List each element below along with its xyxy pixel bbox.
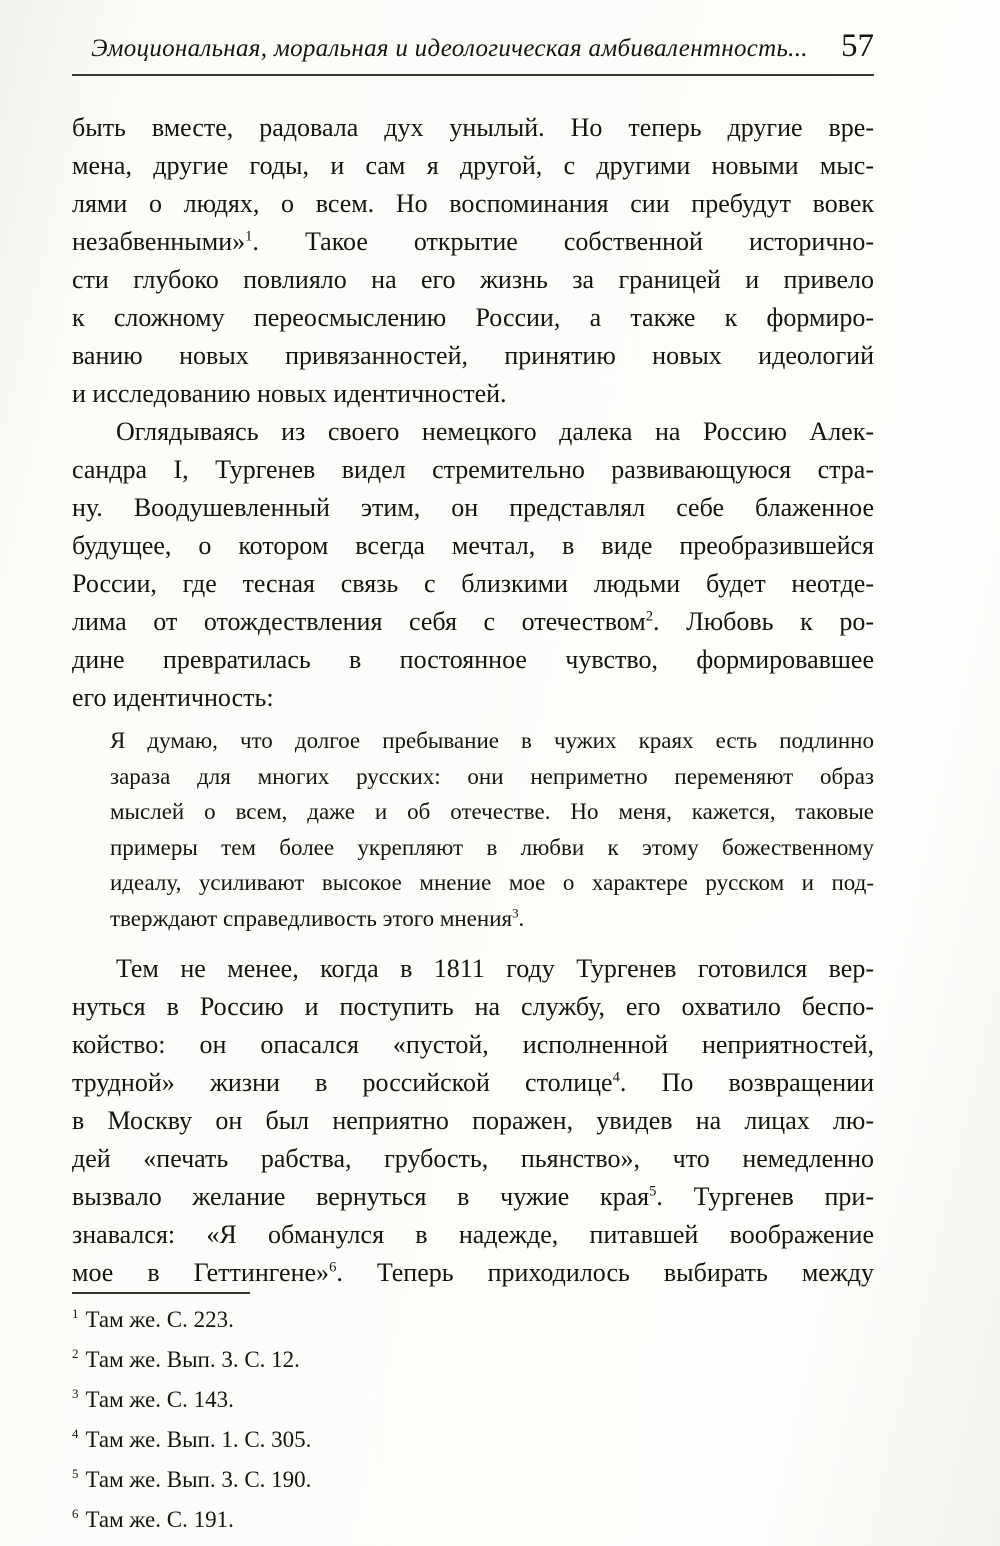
text-line: ванию новых привязанностей, принятию новых идеологий (72, 341, 874, 370)
text-line: зараза для многих русских: они неприметно переменяют образ (110, 763, 874, 789)
footnote-rule (72, 1292, 250, 1294)
footnote-ref: 4 (612, 1069, 620, 1086)
running-header-title: Эмоциональная, моральная и идеологическая амбивалентность... (91, 35, 808, 62)
footnote-item (72, 1380, 874, 1420)
text-line: примеры тем более укрепляют в любви к этому божественному (110, 834, 874, 860)
footnote-ref: 3 (512, 905, 519, 920)
text-line: к сложному переосмыслению России, а также к формиро- (72, 303, 874, 332)
paragraph-3 (72, 950, 874, 1292)
footnote-text: Там же. С. 223. (85, 1307, 234, 1332)
block-quote (110, 723, 874, 936)
footnote-item (72, 1340, 874, 1380)
text-line: быть вместе, радовала дух унылый. Но теперь другие вре- (72, 113, 874, 142)
footnote-number: 5 (72, 1467, 79, 1482)
footnote-ref: 6 (329, 1259, 337, 1276)
text-line: мое в Геттингене»$^6$. Теперь приходилось выбирать между (72, 1258, 875, 1287)
text-line: Тем не менее, когда в 1811 году Тургенев готовился вер- (116, 954, 874, 983)
footnote-item (72, 1300, 874, 1340)
paragraph-1 (72, 109, 874, 413)
text-line: сандра I, Тургенев видел стремительно развивающуюся стра- (72, 455, 874, 484)
footnote-ref: 2 (645, 608, 654, 625)
footnotes (72, 1292, 874, 1542)
text-line: Я думаю, что долгое пребывание в чужих краях есть подлинно (110, 728, 874, 753)
footnote-number: 4 (72, 1427, 79, 1442)
text-line: в Москву он был неприятно поражен, увидев на лицах лю- (72, 1106, 874, 1135)
footnote-number: 6 (72, 1507, 79, 1522)
text-line: нуться в Россию и поступить на службу, его охватило беспо- (72, 992, 874, 1021)
footnote-number: 3 (72, 1387, 79, 1402)
footnote-ref: 5 (649, 1183, 657, 1200)
text-line: лима от отождествления себя с отечеством$^2$. Любовь к ро- (72, 607, 874, 636)
text-line: России, где тесная связь с близкими людьми будет неотде- (72, 569, 874, 598)
paragraph-2 (72, 413, 874, 717)
header-rule (72, 74, 874, 76)
text-line: и исследованию новых идентичностей. (72, 379, 507, 408)
page-body (72, 109, 874, 1292)
text-line: Оглядываясь из своего немецкого далека на Россию Алек- (116, 417, 874, 446)
footnote-item (72, 1460, 874, 1500)
text-line: трудной» жизни в российской столице$^4$. По возвращении (72, 1068, 875, 1097)
text-line: мыслей о всем, даже и об отечестве. Но меня, кажется, таковые (110, 799, 874, 824)
footnote-item (72, 1500, 874, 1540)
footnote-item (72, 1420, 874, 1460)
footnote-ref: 1 (245, 228, 253, 245)
text-line: тверждают справедливость этого мнения$^3$. (110, 905, 525, 931)
page-number: 57 (841, 28, 874, 64)
footnote-text: Там же. С. 143. (85, 1387, 234, 1412)
text-line: идеалу, усиливают высокое мнение мое о характере русском и под- (110, 870, 874, 895)
text-line: койство: он опасался «пустой, исполненной неприятностей, (72, 1030, 874, 1059)
footnote-text: Там же. Вып. 3. С. 12. (85, 1347, 300, 1372)
footnote-text: Там же. Вып. 1. С. 305. (85, 1427, 312, 1452)
footnote-text: Там же. С. 191. (85, 1507, 234, 1532)
text-line: дине превратилась в постоянное чувство, формировавшее (72, 645, 874, 674)
text-line: незабвенными»$^1$. Такое открытие собственной исторично- (72, 227, 874, 256)
footnote-text: Там же. Вып. 3. С. 190. (85, 1467, 312, 1492)
footnote-number: 2 (72, 1347, 79, 1362)
footnote-number: 1 (72, 1307, 79, 1322)
text-line: мена, другие годы, и сам я другой, с другими новыми мыс- (72, 151, 874, 180)
text-line: вызвало желание вернуться в чужие края$^5$. Тургенев при- (72, 1182, 875, 1211)
text-line: будущее, о котором всегда мечтал, в виде преобразившейся (72, 531, 874, 560)
text-line: дей «печать рабства, грубость, пьянство», что немедленно (72, 1144, 874, 1173)
text-line: его идентичность: (72, 683, 274, 712)
running-header (72, 28, 874, 65)
text-line: ну. Воодушевленный этим, он представлял себе блаженное (72, 493, 874, 522)
text-line: знавался: «Я обманулся в надежде, питавшей воображение (72, 1220, 874, 1249)
text-line: лями о людях, о всем. Но воспоминания сии пребудут вовек (72, 189, 874, 218)
text-line: сти глубоко повлияло на его жизнь за границей и привело (72, 265, 874, 294)
